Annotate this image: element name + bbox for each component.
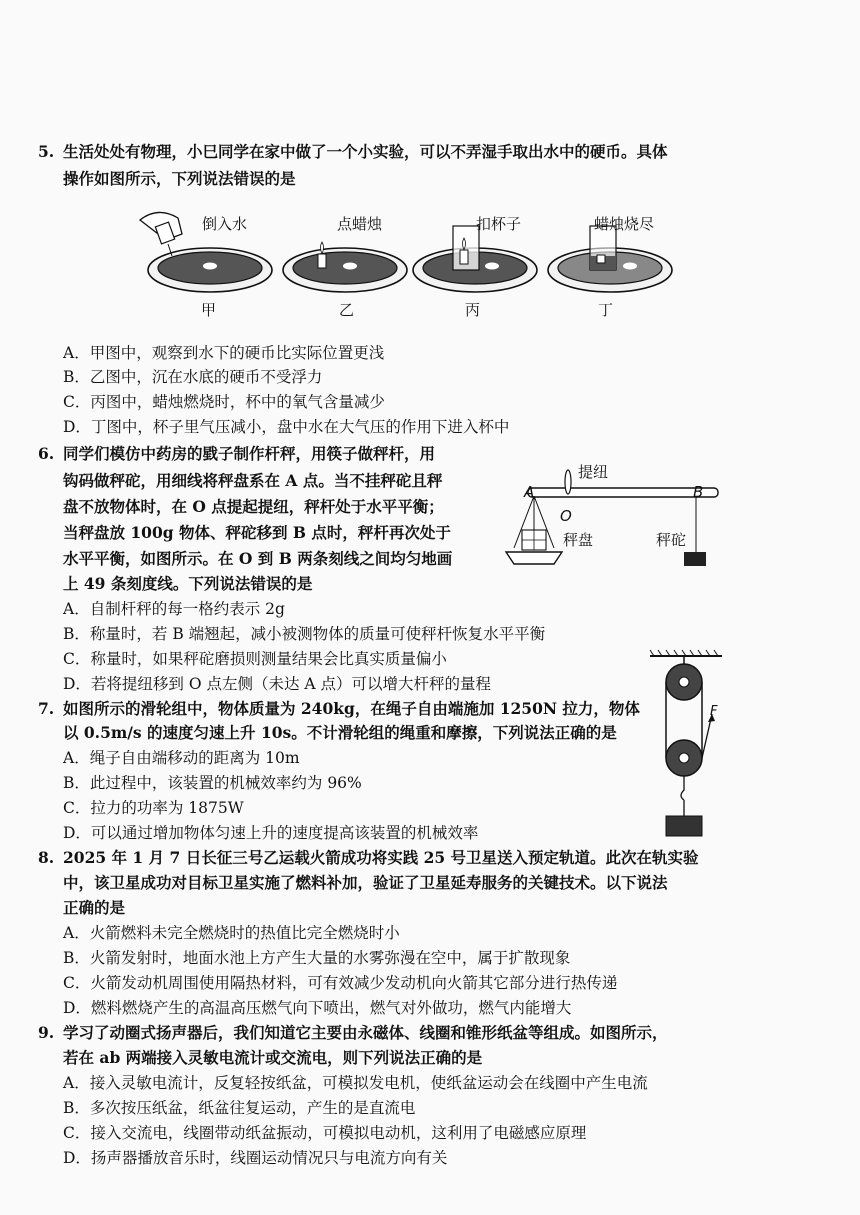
label-point-b: B	[693, 483, 704, 501]
option-b: B．多次按压纸盆，纸盆往复运动，产生的是直流电	[63, 1099, 416, 1117]
figure-label-cover-cup: 扣杯子	[476, 215, 522, 233]
question-number: 5.	[38, 142, 55, 161]
option-a: A．甲图中，观察到水下的硬币比实际位置更浅	[63, 344, 385, 362]
question-stem-line: 钩码做秤砣，用细线将秤盘系在 A 点。当不挂秤砣且秤	[63, 471, 443, 490]
figure-label-ding: 丁	[598, 301, 614, 319]
question-number: 9.	[38, 1023, 55, 1042]
figure-label-yi: 乙	[339, 301, 355, 319]
question-stem-line: 当秤盘放 100g 物体、秤砣移到 B 点时，秤杆再次处于	[63, 523, 451, 542]
option-d: D．可以通过增加物体匀速上升的速度提高该装置的机械效率	[63, 824, 479, 842]
figure-label-light-candle: 点蜡烛	[337, 215, 383, 233]
question-stem-line: 盘不放物体时，在 O 点提起提纽，秤杆处于水平平衡；	[63, 497, 444, 516]
question-number: 6.	[38, 444, 55, 463]
label-point-o: O	[560, 507, 572, 525]
question-stem-line: 中，该卫星成功对目标卫星实施了燃料补加，验证了卫星延寿服务的关键技术。以下说法	[63, 873, 668, 892]
option-d: D．丁图中，杯子里气压减小，盘中水在大气压的作用下进入杯中	[63, 418, 510, 436]
option-b: B．火箭发射时，地面水池上方产生大量的水雾弥漫在空中，属于扩散现象	[63, 949, 571, 967]
label-chengtuo: 秤砣	[656, 531, 687, 549]
option-b: B．称量时，若 B 端翘起，减小被测物体的质量可使秤杆恢复水平平衡	[63, 625, 546, 643]
option-c: C．接入交流电，线圈带动纸盆振动，可模拟电动机，这利用了电磁感应原理	[63, 1124, 587, 1142]
figure-label-bing: 丙	[465, 301, 481, 319]
figure-label-jia: 甲	[201, 301, 217, 319]
question-stem-line: 操作如图所示，下列说法错误的是	[63, 169, 296, 188]
option-a: A．绳子自由端移动的距离为 10m	[63, 749, 300, 767]
question-number: 7.	[38, 699, 55, 718]
option-a: A．自制杆秤的每一格约表示 2g	[63, 600, 285, 618]
option-a: A．火箭燃料未完全燃烧时的热值比完全燃烧时小	[63, 924, 400, 942]
question-stem-line: 上 49 条刻度线。下列说法错误的是	[63, 574, 313, 593]
question-stem-line: 生活处处有物理，小巳同学在家中做了一个小实验，可以不弄湿手取出水中的硬币。具体	[63, 142, 668, 161]
label-force-f: F	[710, 704, 718, 719]
option-c: C．火箭发动机周围使用隔热材料，可有效减少发动机向火箭其它部分进行热传递	[63, 974, 618, 992]
figure-yi-plate	[283, 242, 407, 292]
option-d: D．燃料燃烧产生的高温高压燃气向下喷出，燃气对外做功，燃气内能增大	[63, 999, 572, 1017]
figure-ding-plate	[548, 226, 672, 292]
option-c: C．丙图中，蜡烛燃烧时，杯中的氧气含量减少	[63, 393, 385, 411]
question-stem-line: 2025 年 1 月 7 日长征三号乙运载火箭成功将实践 25 号卫星送入预定轨道。此次在轨实验	[63, 848, 699, 867]
figure-label-candle-out: 蜡烛烧尽	[594, 215, 655, 233]
question-stem-line: 以 0.5m/s 的速度匀速上升 10s。不计滑轮组的绳重和摩擦，下列说法正确的是	[63, 723, 617, 742]
label-chengpan: 秤盘	[563, 531, 594, 549]
question-stem-line: 水平平衡，如图所示。在 O 到 B 两条刻线之间均匀地画	[63, 549, 453, 568]
option-d: D．扬声器播放音乐时，线圈运动情况只与电流方向有关	[63, 1149, 448, 1167]
option-d: D．若将提纽移到 O 点左侧（未达 A 点）可以增大杆秤的量程	[63, 675, 492, 693]
option-b: B．此过程中，该装置的机械效率约为 96%	[63, 774, 362, 792]
pulley-figure	[650, 650, 730, 840]
figure-label-pour-water: 倒入水	[202, 215, 248, 233]
question-stem-line: 正确的是	[63, 898, 126, 917]
question-stem-line: 如图所示的滑轮组中，物体质量为 240kg，在绳子自由端施加 1250N 拉力，物体	[63, 699, 640, 718]
question-stem-line: 学习了动圈式扬声器后，我们知道它主要由永磁体、线圈和锥形纸盆等组成。如图所示，	[63, 1023, 668, 1042]
question-stem-line: 若在 ab 两端接入灵敏电流计或交流电，则下列说法正确的是	[63, 1048, 483, 1067]
option-c: C．拉力的功率为 1875W	[63, 799, 244, 817]
label-point-a: A	[524, 483, 535, 501]
steelyard-figure	[500, 460, 730, 580]
option-c: C．称量时，如果秤砣磨损则测量结果会比真实质量偏小	[63, 650, 447, 668]
option-b: B．乙图中，沉在水底的硬币不受浮力	[63, 368, 323, 386]
figure-bing-plate	[413, 226, 537, 292]
question-stem-line: 同学们模仿中药房的戥子制作杆秤，用筷子做秤杆，用	[63, 444, 436, 463]
label-tiniu: 提纽	[578, 463, 609, 481]
question-number: 8.	[38, 848, 55, 867]
option-a: A．接入灵敏电流计，反复轻按纸盆，可模拟发电机，使纸盆运动会在线圈中产生电流	[63, 1074, 648, 1092]
